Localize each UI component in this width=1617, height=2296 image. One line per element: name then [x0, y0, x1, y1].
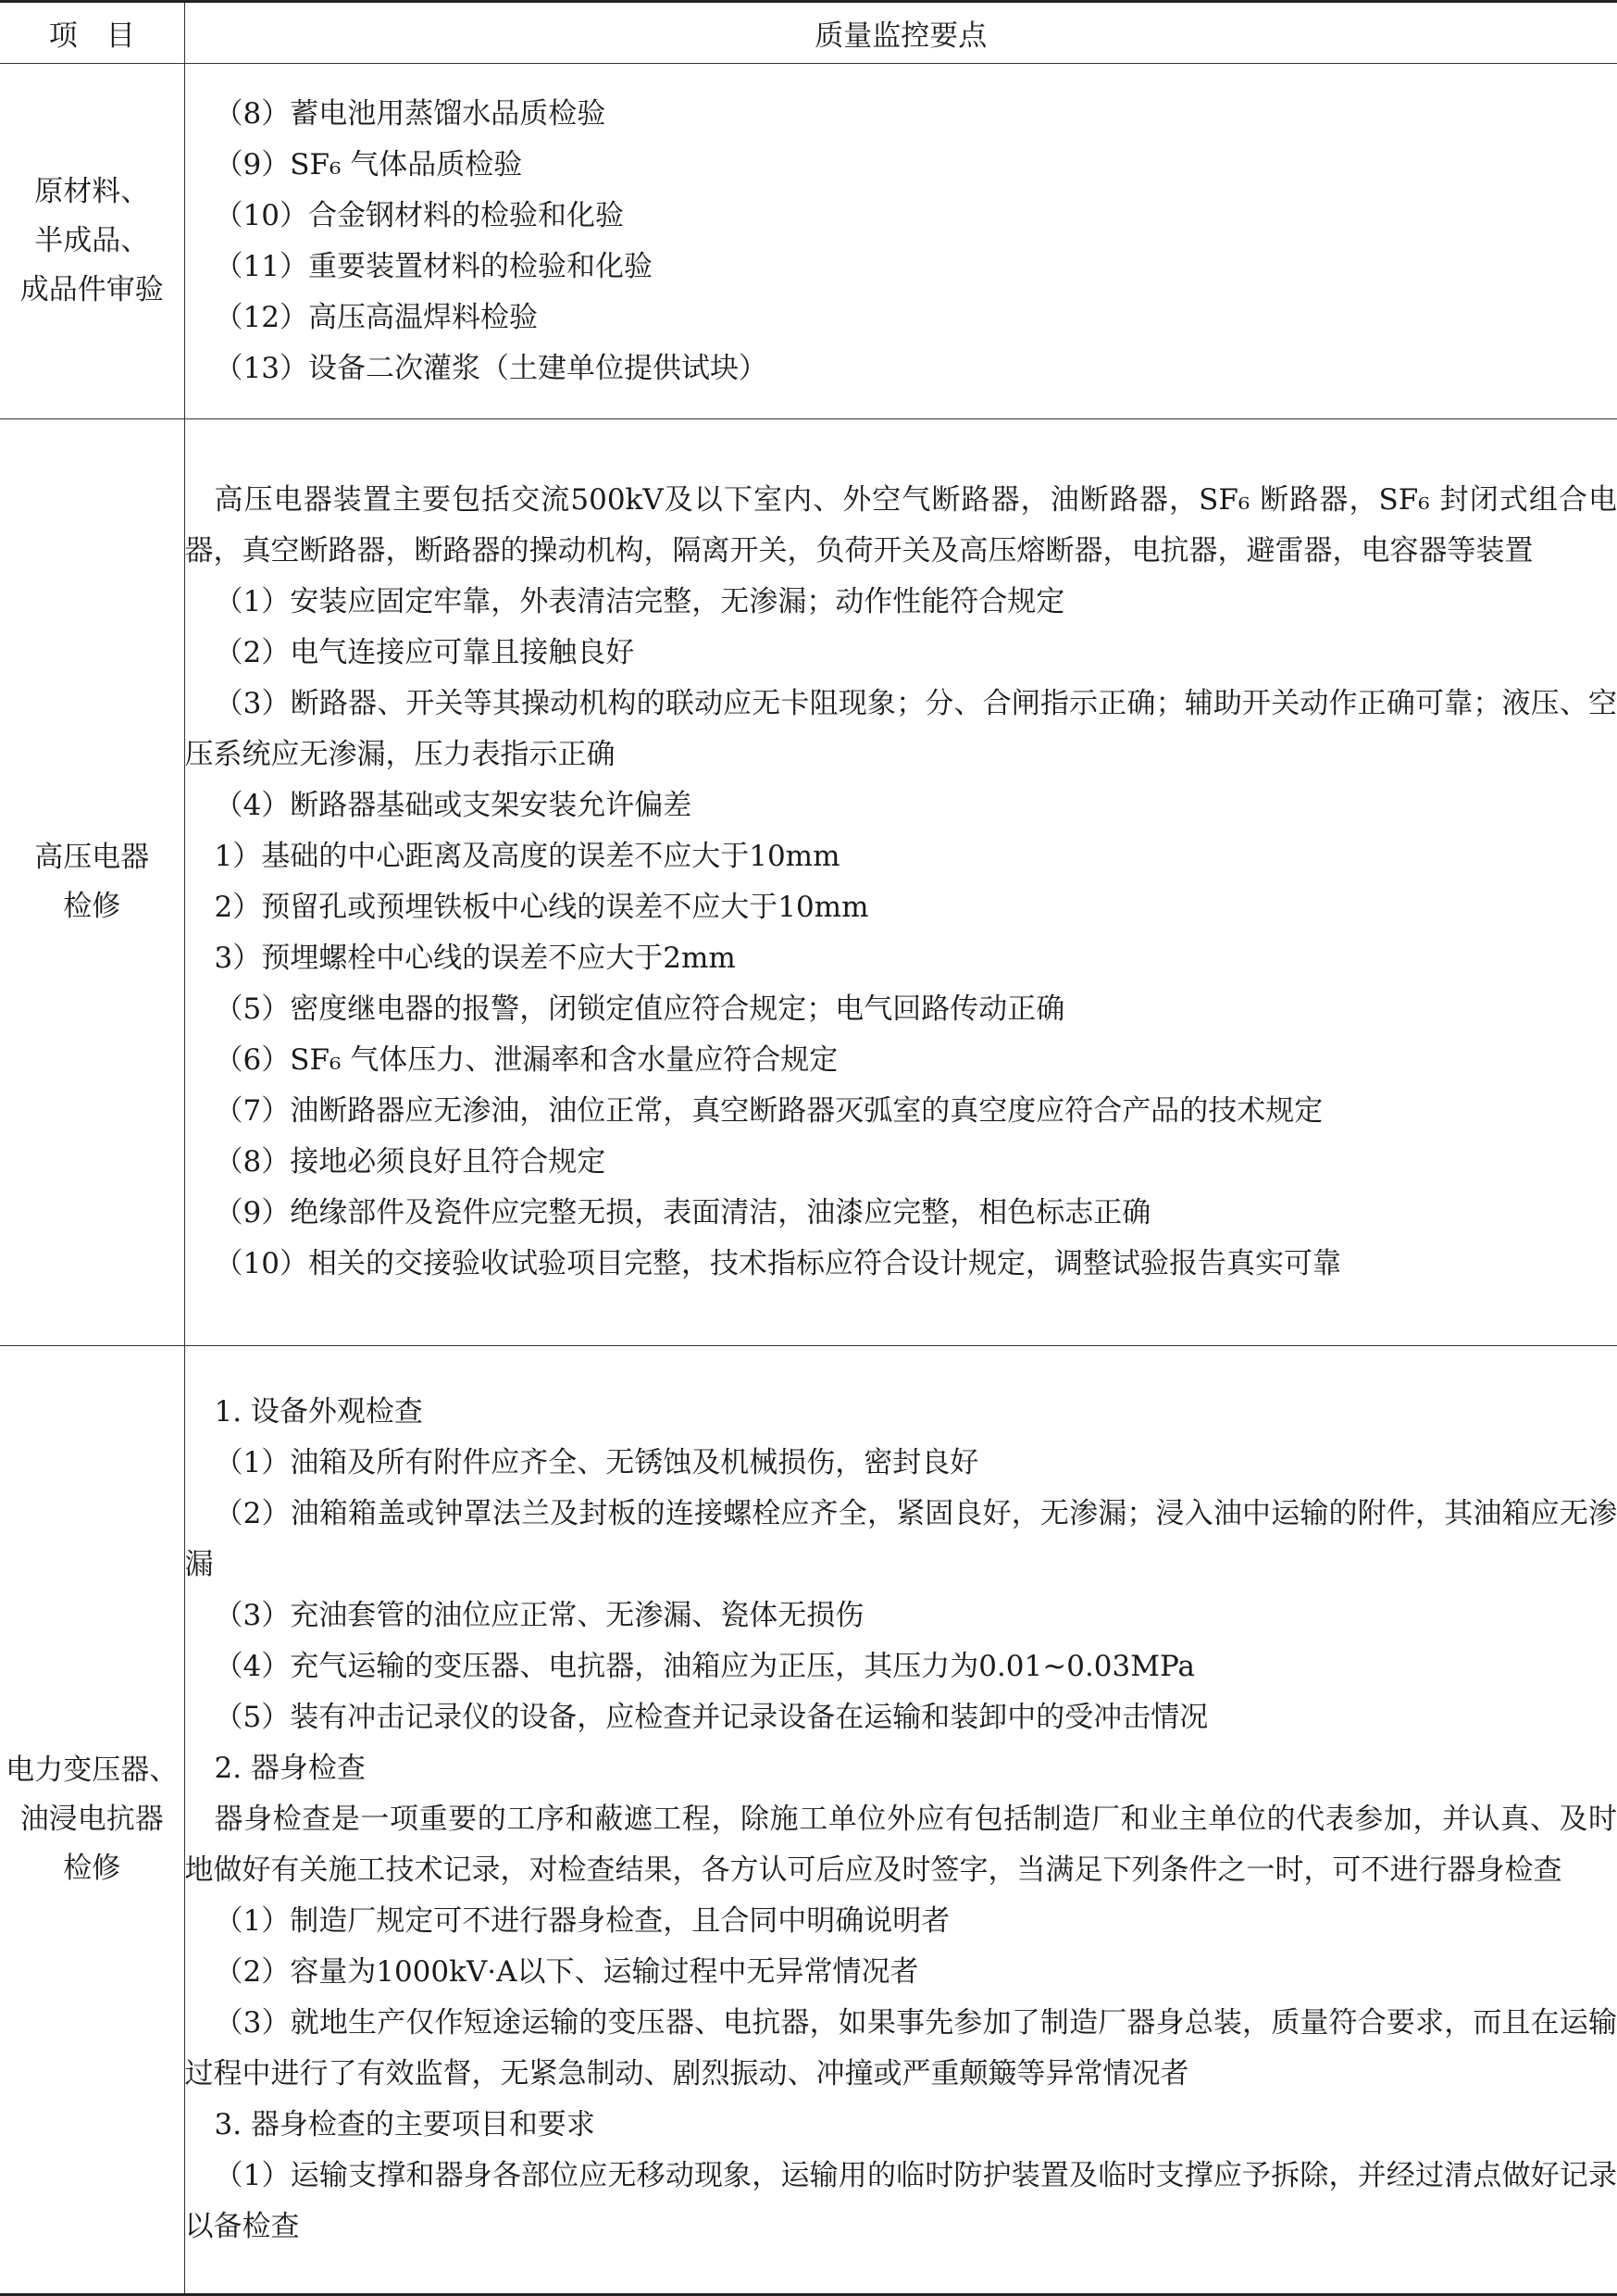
list-item: （12）高压高温焊料检验	[185, 293, 1617, 343]
category-cell	[0, 419, 184, 1346]
list-item: （5）密度继电器的报警，闭锁定值应符合规定；电气回路传动正确	[185, 984, 1617, 1035]
list-item: （2）容量为1000kV·A以下、运输过程中无异常情况者	[185, 1947, 1617, 1998]
content-cell	[184, 1346, 1617, 2295]
subscript-6: ₆	[330, 148, 341, 181]
category-line: 检修	[0, 1844, 184, 1893]
list-item: （3）就地生产仅作短途运输的变压器、电抗器，如果事先参加了制造厂器身总装，质量符合要求，而且在运输过程中进行了有效监督，无紧急制动、剧烈振动、冲撞或严重颠簸等异常情况者	[185, 1998, 1617, 2100]
table-row-transformer	[0, 1346, 1617, 2295]
intro-paragraph: 高压电器装置主要包括交流500kV及以下室内、外空气断路器，油断路器，SF₆ 断路器，SF₆ 封闭式组合电器，真空断路器，断路器的操动机构，隔离开关，负荷开关及高压熔断器，电抗器，避雷器，电容器等装置	[185, 475, 1617, 577]
content-cell	[184, 419, 1617, 1346]
list-item: （5）装有冲击记录仪的设备，应检查并记录设备在运输和装卸中的受冲击情况	[185, 1692, 1617, 1743]
category-line: 检修	[0, 882, 184, 931]
list-item: （4）充气运输的变压器、电抗器，油箱应为正压，其压力为0.01~0.03MPa	[185, 1641, 1617, 1692]
subscript-6: ₆	[1418, 483, 1429, 517]
list-item: （13）设备二次灌浆（土建单位提供试块）	[185, 343, 1617, 394]
list-item: （2）油箱箱盖或钟罩法兰及封板的连接螺栓应齐全，紧固良好，无渗漏；浸入油中运输的附件，其油箱应无渗漏	[185, 1489, 1617, 1591]
category-line: 高压电器	[0, 833, 184, 882]
list-item: （11）重要装置材料的检验和化验	[185, 242, 1617, 293]
list-item: （8）接地必须良好且符合规定	[185, 1137, 1617, 1188]
category-cell	[0, 64, 184, 419]
list-item: （10）合金钢材料的检验和化验	[185, 191, 1617, 242]
list-item: （9）SF₆ 气体品质检验	[185, 140, 1617, 191]
list-item: （1）制造厂规定可不进行器身检查，且合同中明确说明者	[185, 1896, 1617, 1947]
section-heading: 1. 设备外观检查	[185, 1387, 1617, 1438]
table-row-materials	[0, 64, 1617, 419]
subscript-6: ₆	[1238, 483, 1250, 517]
sub-item: 3）预埋螺栓中心线的误差不应大于2mm	[185, 933, 1617, 984]
list-item: （7）油断路器应无渗油，油位正常，真空断路器灭弧室的真空度应符合产品的技术规定	[185, 1086, 1617, 1137]
list-item: （9）绝缘部件及瓷件应完整无损，表面清洁，油漆应完整，相色标志正确	[185, 1188, 1617, 1239]
category-line: 电力变压器、	[0, 1746, 184, 1795]
subscript-6: ₆	[330, 1043, 341, 1077]
content-cell	[184, 64, 1617, 419]
list-item: （1）运输支撑和器身各部位应无移动现象，运输用的临时防护装置及临时支撑应予拆除，并经过清点做好记录以备检查	[185, 2151, 1617, 2252]
category-line: 原材料、	[0, 168, 184, 217]
list-item: （3）断路器、开关等其操动机构的联动应无卡阻现象；分、合闸指示正确；辅助开关动作正确可靠；液压、空压系统应无渗漏，压力表指示正确	[185, 679, 1617, 780]
category-cell	[0, 1346, 184, 2295]
list-item: （4）断路器基础或支架安装允许偏差	[185, 780, 1617, 831]
list-item: （1）安装应固定牢靠，外表清洁完整，无渗漏；动作性能符合规定	[185, 577, 1617, 628]
list-item: （1）油箱及所有附件应齐全、无锈蚀及机械损伤，密封良好	[185, 1438, 1617, 1489]
list-item: （6）SF₆ 气体压力、泄漏率和含水量应符合规定	[185, 1035, 1617, 1086]
table-row-hv-apparatus	[0, 419, 1617, 1346]
category-line: 油浸电抗器	[0, 1795, 184, 1844]
section-heading: 2. 器身检查	[185, 1743, 1617, 1794]
list-item: （2）电气连接应可靠且接触良好	[185, 628, 1617, 679]
category-line: 半成品、	[0, 217, 184, 266]
sub-item: 1）基础的中心距离及高度的误差不应大于10mm	[185, 831, 1617, 882]
section-heading: 3. 器身检查的主要项目和要求	[185, 2100, 1617, 2151]
category-line: 成品件审验	[0, 266, 184, 315]
list-item: （3）充油套管的油位应正常、无渗漏、瓷体无损伤	[185, 1591, 1617, 1641]
body-paragraph: 器身检查是一项重要的工序和蔽遮工程，除施工单位外应有包括制造厂和业主单位的代表参加，并认真、及时地做好有关施工技术记录，对检查结果，各方认可后应及时签字，当满足下列条件之一时，可不进行器身检查	[185, 1794, 1617, 1896]
sub-item: 2）预留孔或预埋铁板中心线的误差不应大于10mm	[185, 882, 1617, 933]
list-item: （10）相关的交接验收试验项目完整，技术指标应符合设计规定，调整试验报告真实可靠	[185, 1239, 1617, 1290]
header-item: 项 目	[0, 2, 184, 64]
list-item: （8）蓄电池用蒸馏水品质检验	[185, 89, 1617, 140]
header-key-points: 质量监控要点	[184, 2, 1617, 64]
table-header-row	[0, 2, 1617, 64]
